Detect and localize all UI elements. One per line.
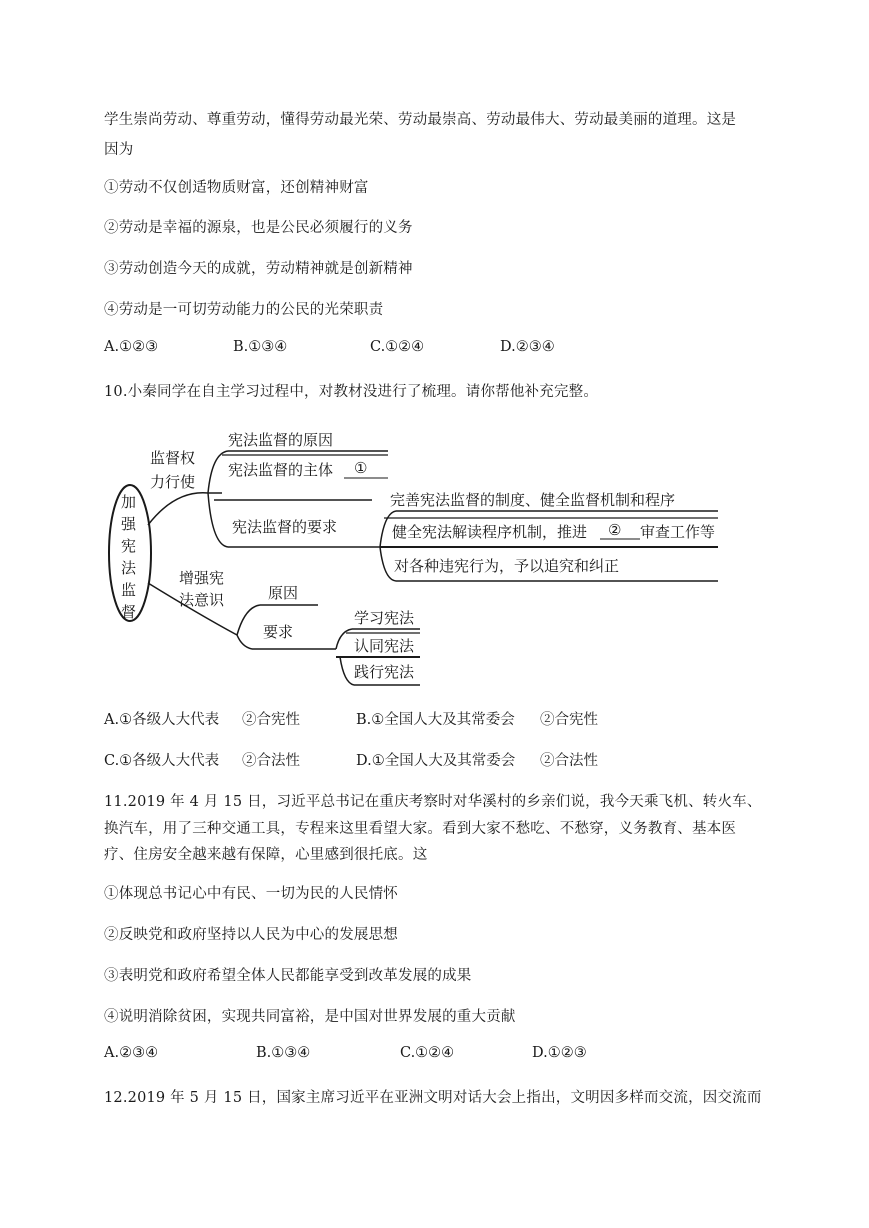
q9-item-2: ②劳动是幸福的源泉，也是公民必须履行的义务 xyxy=(104,220,413,236)
q10-option-d-part2: ②合法性 xyxy=(540,753,598,769)
center-char-6: 督 xyxy=(121,603,137,621)
q10-option-d[interactable]: D.①全国人大及其常委会 xyxy=(356,753,516,769)
q11-item-2: ②反映党和政府坚持以人民为中心的发展思想 xyxy=(104,927,398,943)
q10-option-b-part2: ②合宪性 xyxy=(540,712,598,728)
q12-stem-line1: 12.2019 年 5 月 15 日，国家主席习近平在亚洲文明对话大会上指出，文明因多样而交流，因交流而 xyxy=(104,1090,762,1106)
q9-item-3: ③劳动创造今天的成就，劳动精神就是创新精神 xyxy=(104,261,413,277)
q9-option-d[interactable]: D.②③④ xyxy=(500,339,555,355)
b1-requirement-label: 宪法监督的要求 xyxy=(232,518,338,536)
branch1-label-line1: 监督权 xyxy=(150,449,196,467)
r2-text: 认同宪法 xyxy=(354,637,415,655)
q9-stem-line2: 因为 xyxy=(104,142,134,158)
q10-option-c[interactable]: C.①各级人大代表 xyxy=(104,753,220,769)
q10-option-b[interactable]: B.①全国人大及其常委会 xyxy=(356,712,515,728)
q11-item-3: ③表明党和政府希望全体人民都能享受到改革发展的成果 xyxy=(104,968,472,984)
center-char-5: 监 xyxy=(121,581,137,599)
r-fan-bottom xyxy=(340,657,354,685)
req2-suffix: 审查工作等 xyxy=(640,523,716,541)
center-char-4: 法 xyxy=(121,559,137,577)
r1-text: 学习宪法 xyxy=(354,609,415,627)
q10-option-a-part2: ②合宪性 xyxy=(242,712,300,728)
blank2-marker: ② xyxy=(608,521,622,539)
center-char-1: 加 xyxy=(121,493,137,511)
q11-option-a[interactable]: A.②③④ xyxy=(104,1045,159,1061)
req3-text: 对各种违宪行为，予以追究和纠正 xyxy=(394,557,620,575)
b1-req-connector xyxy=(208,493,228,547)
q11-option-c[interactable]: C.①②④ xyxy=(400,1045,455,1061)
q9-stem-line1: 学生崇尚劳动、尊重劳动，懂得劳动最光荣、劳动最崇高、劳动最伟大、劳动最美丽的道理。这是 xyxy=(104,112,737,128)
branch1-label-line2: 力行使 xyxy=(150,473,196,491)
center-char-2: 强 xyxy=(121,515,137,533)
q10-option-a[interactable]: A.①各级人大代表 xyxy=(104,712,220,728)
q11-item-4: ④说明消除贫困，实现共同富裕，是中国对世界发展的重大贡献 xyxy=(104,1009,516,1025)
b1-subject-label: 宪法监督的主体 xyxy=(228,461,334,479)
q9-option-c[interactable]: C.①②④ xyxy=(370,339,425,355)
q10-stem: 10.小秦同学在自主学习过程中，对教材没进行了梳理。请你帮他补充完整。 xyxy=(104,384,599,400)
b2-req-connector xyxy=(237,635,252,649)
req1-text: 完善宪法监督的制度、健全监督机制和程序 xyxy=(390,491,676,509)
q10-option-c-part2: ②合法性 xyxy=(242,753,300,769)
q9-item-1: ①劳动不仅创适物质财富，还创精神财富 xyxy=(104,180,369,196)
branch2-label-line2: 法意识 xyxy=(179,591,225,609)
b1-reason-label: 宪法监督的原因 xyxy=(228,431,334,449)
center-char-3: 宪 xyxy=(121,537,137,555)
constitution-supervision-mind-map xyxy=(100,415,740,695)
q11-option-b[interactable]: B.①③④ xyxy=(256,1045,311,1061)
req2-prefix: 健全宪法解读程序机制，推进 xyxy=(392,523,588,541)
r3-text: 践行宪法 xyxy=(354,663,415,681)
r-fan-top xyxy=(336,629,352,649)
q9-item-4: ④劳动是一可切劳动能力的公民的光荣职责 xyxy=(104,302,384,318)
q11-item-1: ①体现总书记心中有民、一切为民的人民情怀 xyxy=(104,886,398,902)
q9-option-a[interactable]: A.①②③ xyxy=(104,339,159,355)
q11-stem-line1: 11.2019 年 4 月 15 日，习近平总书记在重庆考察时对华溪村的乡亲们说，我今天乘飞机、转火车、 xyxy=(104,794,762,810)
b2-requirement-label: 要求 xyxy=(263,623,294,641)
q11-option-d[interactable]: D.①②③ xyxy=(532,1045,587,1061)
b2-reason-label: 原因 xyxy=(268,584,299,602)
blank1-marker: ① xyxy=(354,459,368,477)
branch1-connector xyxy=(148,493,208,525)
q11-stem-line2: 换汽车，用了三种交通工具，专程来这里看望大家。看到大家不愁吃、不愁穿，义务教育、基本医 xyxy=(104,821,737,837)
q9-option-b[interactable]: B.①③④ xyxy=(233,339,288,355)
q11-stem-line3: 疗、住房安全越来越有保障，心里感到很托底。这 xyxy=(104,847,428,863)
b1-reason-connector xyxy=(208,451,228,493)
b2-reason-connector xyxy=(237,605,260,635)
branch2-label-line1: 增强宪 xyxy=(179,569,225,587)
